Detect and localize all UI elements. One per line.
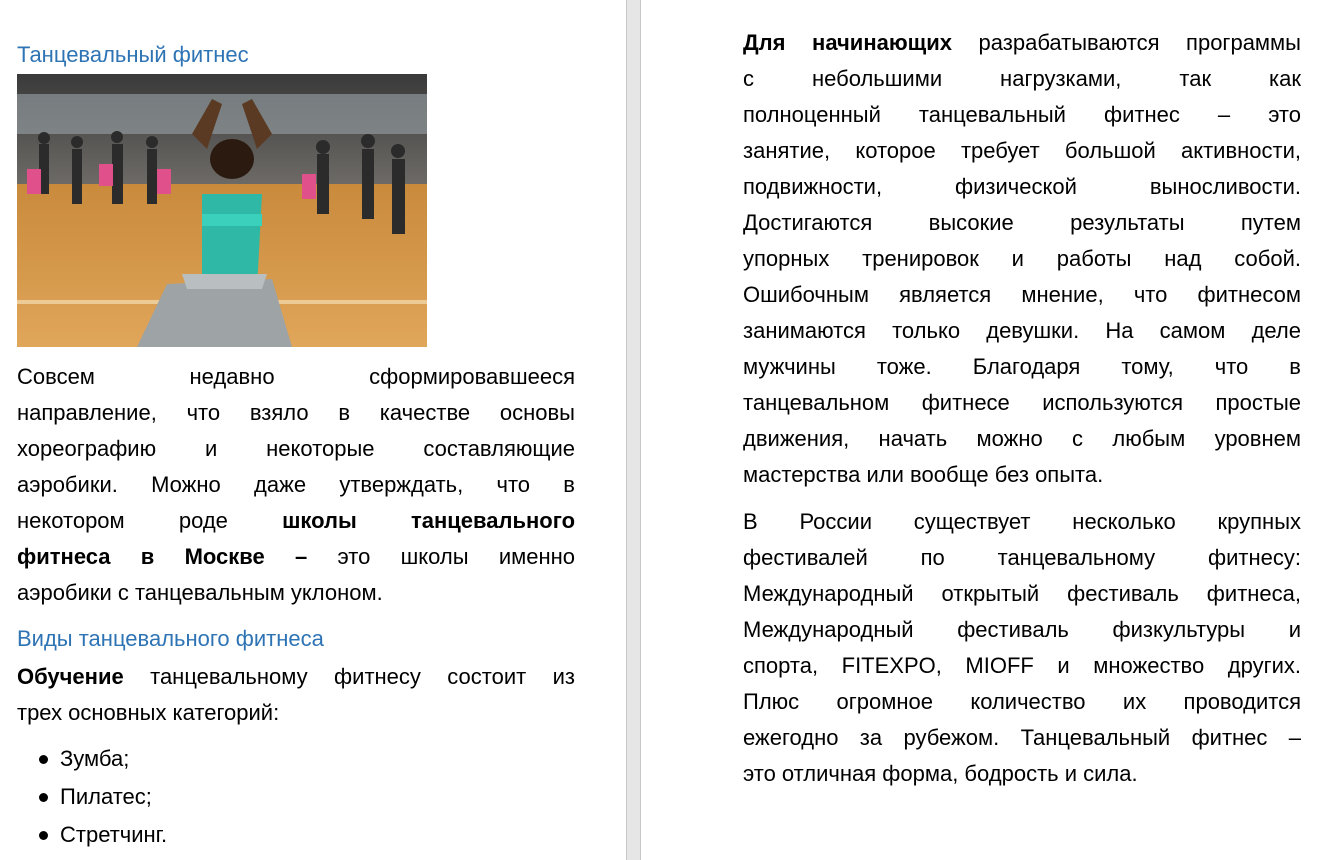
text-line: подвижности, физической выносливости. (743, 174, 1301, 199)
text-line: аэробики с танцевальным уклоном. (17, 580, 383, 605)
text-line: занимаются только девушки. На самом деле (743, 318, 1301, 343)
list-item: Стретчинг. (17, 816, 167, 854)
dance-class-illustration (17, 74, 427, 347)
text-fragment: некотором роде (17, 508, 283, 533)
text-line: Совсем недавно сформировавшееся (17, 364, 575, 389)
text-line: хореографию и некоторые составляющие (17, 436, 575, 461)
text-line: полноценный танцевальный фитнес – это (743, 102, 1301, 127)
section-heading: Виды танцевального фитнеса (17, 626, 324, 651)
text-line: танцевальном фитнесе используются простые (743, 390, 1301, 415)
text-line (17, 539, 575, 575)
bullet-list (17, 740, 167, 854)
bold-phrase: Для начинающих (743, 30, 952, 55)
text-line: это отличная форма, бодрость и сила. (743, 761, 1138, 786)
page-title: Танцевальный фитнес (17, 42, 249, 67)
right-page (641, 0, 1329, 860)
text-line: движения, начать можно с любым уровнем (743, 426, 1301, 451)
text-line (17, 659, 575, 695)
beginners-paragraph (743, 25, 1301, 493)
text-line: мужчины тоже. Благодаря тому, что в (743, 354, 1301, 379)
text-fragment: танцевальному фитнесу состоит из (123, 664, 575, 689)
bold-phrase: Обучение (17, 664, 124, 689)
text-line: Плюс огромное количество их проводится (743, 689, 1301, 714)
text-line: Достигаются высокие результаты путем (743, 210, 1301, 235)
text-line: ежегодно за рубежом. Танцевальный фитнес – (743, 725, 1301, 750)
text-fragment: разрабатываются программы (951, 30, 1301, 55)
training-paragraph (17, 659, 575, 731)
left-page (0, 0, 626, 860)
text-line (17, 503, 575, 539)
text-line (743, 25, 1301, 61)
text-line: занятие, которое требует большой активности, (743, 138, 1301, 163)
text-line: В России существует несколько крупных (743, 509, 1301, 534)
dance-class-photo (17, 74, 427, 347)
russia-paragraph (743, 504, 1301, 792)
text-line: Ошибочным является мнение, что фитнесом (743, 282, 1301, 307)
text-line: трех основных категорий: (17, 700, 280, 725)
bold-phrase: фитнеса в Москве – (17, 544, 308, 569)
text-line: Международный фестиваль физкультуры и (743, 617, 1301, 642)
text-line: направление, что взяло в качестве основы (17, 400, 575, 425)
text-line: Международный открытый фестиваль фитнеса, (743, 581, 1301, 606)
list-item: Пилатес; (17, 778, 167, 816)
page-gutter (626, 0, 641, 860)
text-line: фестивалей по танцевальному фитнесу: (743, 545, 1301, 570)
text-line: спорта, FITEXPO, MIOFF и множество других. (743, 653, 1301, 678)
text-line: упорных тренировок и работы над собой. (743, 246, 1301, 271)
text-fragment: это школы именно (307, 544, 575, 569)
bold-phrase: школы танцевального (282, 508, 576, 533)
text-line: с небольшими нагрузками, так как (743, 66, 1301, 91)
text-line: аэробики. Можно даже утверждать, что в (17, 472, 575, 497)
text-line: мастерства или вообще без опыта. (743, 462, 1104, 487)
list-item: Зумба; (17, 740, 167, 778)
intro-paragraph (17, 359, 575, 611)
